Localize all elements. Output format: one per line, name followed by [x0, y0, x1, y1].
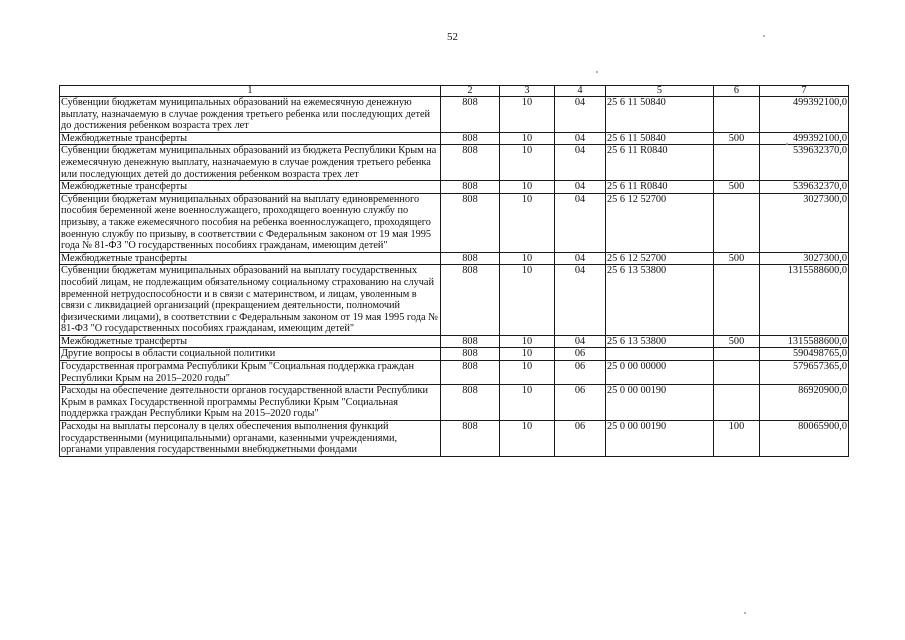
cell-amount: 3027300,0 — [760, 252, 849, 265]
cell-col-3: 10 — [500, 132, 555, 145]
cell-description: Расходы на выплаты персоналу в целях обеспечения выполнения функций государственными (муниципальными) органами, казенными учреждениями, органами управления государственными внебюджетными фондами — [60, 421, 441, 457]
cell-col-2: 808 — [441, 145, 500, 181]
table-row — [60, 97, 849, 133]
cell-col-4: 06 — [555, 421, 606, 457]
cell-col-3: 10 — [500, 421, 555, 457]
cell-col-6 — [714, 385, 760, 421]
cell-col-3: 10 — [500, 97, 555, 133]
cell-col-5: 25 6 13 53800 — [606, 335, 714, 348]
cell-col-6: 500 — [714, 181, 760, 194]
cell-amount: 1315588600,0 — [760, 335, 849, 348]
cell-col-3: 10 — [500, 385, 555, 421]
table-row — [60, 421, 849, 457]
cell-col-2: 808 — [441, 193, 500, 252]
header-row — [60, 86, 849, 97]
cell-col-5: 25 6 11 R0840 — [606, 181, 714, 194]
cell-col-6: 100 — [714, 421, 760, 457]
cell-col-6 — [714, 361, 760, 385]
cell-col-6 — [714, 145, 760, 181]
cell-amount: 1315588600,0 — [760, 265, 849, 336]
cell-col-3: 10 — [500, 181, 555, 194]
table-row — [60, 361, 849, 385]
cell-col-4: 06 — [555, 361, 606, 385]
cell-amount: 579657365,0 — [760, 361, 849, 385]
cell-col-6 — [714, 193, 760, 252]
cell-description: Расходы на обеспечение деятельности органов государственной власти Республики Крым в рамках Государственной программы Республики Крым "Социальная поддержка граждан Республики Крым на 2015–2020 годы" — [60, 385, 441, 421]
cell-col-5: 25 6 11 R0840 — [606, 145, 714, 181]
table-row — [60, 385, 849, 421]
budget-table — [59, 85, 849, 457]
cell-amount: 86920900,0 — [760, 385, 849, 421]
table-row — [60, 145, 849, 181]
cell-description: Субвенции бюджетам муниципальных образований на выплату государственных пособий лицам, не подлежащим обязательному социальному страхованию на случай временной нетрудоспособности и в связи с материнством, и лицам, уволенным в связи с ликвидацией организаций (прекращением деятельности, полномочий физическими лицами), в соответствии с Федеральным законом от 19 мая 1995 года № 81-ФЗ "О государственных пособиях гражданам, имеющим детей" — [60, 265, 441, 336]
table-row — [60, 181, 849, 194]
cell-description: Межбюджетные трансферты — [60, 181, 441, 194]
cell-col-3: 10 — [500, 252, 555, 265]
cell-col-3: 10 — [500, 348, 555, 361]
table-row — [60, 265, 849, 336]
cell-col-4: 04 — [555, 252, 606, 265]
cell-col-2: 808 — [441, 421, 500, 457]
cell-col-3: 10 — [500, 335, 555, 348]
cell-col-2: 808 — [441, 97, 500, 133]
cell-col-5: 25 0 00 00000 — [606, 361, 714, 385]
cell-col-4: 04 — [555, 335, 606, 348]
cell-col-4: 04 — [555, 265, 606, 336]
cell-amount: 590498765,0 — [760, 348, 849, 361]
cell-col-4: 04 — [555, 97, 606, 133]
cell-description: Межбюджетные трансферты — [60, 335, 441, 348]
cell-col-4: 04 — [555, 132, 606, 145]
header-col-2: 2 — [441, 86, 500, 97]
page-number: 52 — [447, 31, 458, 43]
header-col-5: 5 — [606, 86, 714, 97]
cell-col-2: 808 — [441, 181, 500, 194]
cell-col-5: 25 6 12 52700 — [606, 193, 714, 252]
cell-col-2: 808 — [441, 335, 500, 348]
scan-speck — [596, 71, 598, 73]
cell-col-4: 06 — [555, 348, 606, 361]
table-row — [60, 132, 849, 145]
cell-col-4: 04 — [555, 145, 606, 181]
cell-description: Государственная программа Республики Крым "Социальная поддержка граждан Республики Крым на 2015–2020 годы" — [60, 361, 441, 385]
cell-description: Субвенции бюджетам муниципальных образований на выплату единовременного пособия беременной жене военнослужащего, проходящего военную службу по призыву, а также ежемесячного пособия на ребенка военнослужащего, проходящего военную службу по призыву, в соответствии с Федеральным законом от 19 мая 1995 года № 81-ФЗ "О государственных пособиях гражданам, имеющим детей" — [60, 193, 441, 252]
cell-col-5: 25 6 11 50840 — [606, 97, 714, 133]
cell-col-2: 808 — [441, 265, 500, 336]
cell-col-2: 808 — [441, 385, 500, 421]
cell-col-3: 10 — [500, 193, 555, 252]
cell-col-4: 04 — [555, 181, 606, 194]
cell-col-6: 500 — [714, 252, 760, 265]
cell-amount: 499392100,0 — [760, 132, 849, 145]
cell-col-4: 04 — [555, 193, 606, 252]
cell-col-2: 808 — [441, 132, 500, 145]
cell-col-5: 25 6 13 53800 — [606, 265, 714, 336]
cell-amount: 499392100,0 — [760, 97, 849, 133]
cell-col-4: 06 — [555, 385, 606, 421]
header-col-4: 4 — [555, 86, 606, 97]
table-row — [60, 193, 849, 252]
cell-amount: 539632370,0 — [760, 145, 849, 181]
cell-col-6: 500 — [714, 335, 760, 348]
header-col-3: 3 — [500, 86, 555, 97]
cell-amount: 539632370,0 — [760, 181, 849, 194]
cell-col-6: 500 — [714, 132, 760, 145]
cell-col-5 — [606, 348, 714, 361]
table-row — [60, 252, 849, 265]
cell-description: Субвенции бюджетам муниципальных образований на ежемесячную денежную выплату, назначаемую в случае рождения третьего ребенка или последующих детей до достижения ребенком возраста трех лет — [60, 97, 441, 133]
cell-col-3: 10 — [500, 145, 555, 181]
cell-description: Другие вопросы в области социальной политики — [60, 348, 441, 361]
header-col-6: 6 — [714, 86, 760, 97]
cell-amount: 3027300,0 — [760, 193, 849, 252]
cell-col-3: 10 — [500, 265, 555, 336]
cell-col-5: 25 0 00 00190 — [606, 385, 714, 421]
cell-col-2: 808 — [441, 361, 500, 385]
scan-speck — [763, 35, 765, 37]
cell-amount: 80065900,0 — [760, 421, 849, 457]
cell-col-5: 25 6 12 52700 — [606, 252, 714, 265]
cell-description: Межбюджетные трансферты — [60, 132, 441, 145]
cell-description: Субвенции бюджетам муниципальных образований из бюджета Республики Крым на ежемесячную денежную выплату, назначаемую в случае рождения третьего ребенка или последующих детей до достижения ребенком возраста трех лет — [60, 145, 441, 181]
cell-col-2: 808 — [441, 348, 500, 361]
cell-col-5: 25 0 00 00190 — [606, 421, 714, 457]
cell-description: Межбюджетные трансферты — [60, 252, 441, 265]
cell-col-6 — [714, 97, 760, 133]
table-row — [60, 335, 849, 348]
header-col-1: 1 — [60, 86, 441, 97]
cell-col-3: 10 — [500, 361, 555, 385]
scan-speck — [786, 143, 788, 145]
cell-col-5: 25 6 11 50840 — [606, 132, 714, 145]
cell-col-6 — [714, 265, 760, 336]
cell-col-6 — [714, 348, 760, 361]
scan-speck — [744, 612, 746, 614]
cell-col-2: 808 — [441, 252, 500, 265]
header-col-7: 7 — [760, 86, 849, 97]
table-row — [60, 348, 849, 361]
